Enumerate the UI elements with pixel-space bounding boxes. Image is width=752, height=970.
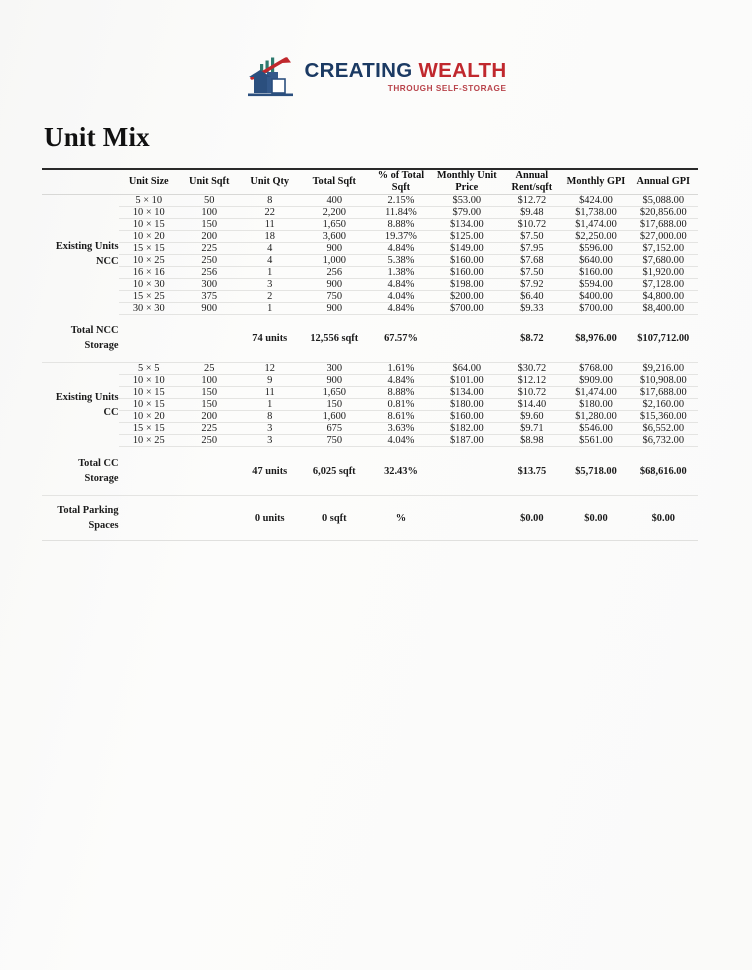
cell-unit-sqft: 250	[179, 254, 239, 266]
cell-total-sqft: 300	[300, 363, 369, 375]
cell-monthly-gpi: $1,474.00	[563, 218, 628, 230]
cell-monthly-gpi: $180.00	[563, 399, 628, 411]
cell-total-sqft: 900	[300, 242, 369, 254]
cell-pct-total-sqft: 11.84%	[369, 206, 434, 218]
cell-unit-sqft: 100	[179, 375, 239, 387]
cell-annual-rent-sqft: $10.72	[500, 218, 563, 230]
cell-unit-sqft: 225	[179, 242, 239, 254]
cell-unit-sqft: 150	[179, 218, 239, 230]
cell-unit-qty: 18	[239, 230, 300, 242]
cell-annual-rent-sqft: $7.50	[500, 266, 563, 278]
cell-unit-size: 30 × 30	[119, 302, 179, 314]
logo-title	[305, 61, 507, 82]
cell-annual-gpi: $5,088.00	[629, 194, 698, 206]
cell-annual-gpi: $7,128.00	[629, 278, 698, 290]
table-row	[42, 266, 698, 278]
cell-monthly-gpi: $400.00	[563, 290, 628, 302]
cell-annual-gpi: $7,680.00	[629, 254, 698, 266]
cell-annual-rent-sqft: $7.95	[500, 242, 563, 254]
cell-unit-size: 10 × 15	[119, 218, 179, 230]
cell-unit-sqft: 225	[179, 423, 239, 435]
cell-monthly-unit-price: $160.00	[433, 411, 500, 423]
cell-pct-total-sqft: 19.37%	[369, 230, 434, 242]
cell-pct-total-sqft: 4.04%	[369, 435, 434, 447]
storage-building-icon	[246, 55, 298, 99]
cell-annual-rent-sqft: $10.72	[500, 387, 563, 399]
group-label: Existing Units NCC	[55, 241, 119, 268]
cell-unit-qty: 8	[239, 194, 300, 206]
cell-monthly-gpi: $8,976.00	[563, 314, 628, 363]
cell-monthly-unit-price: $180.00	[433, 399, 500, 411]
group-label: Existing Units CC	[55, 391, 119, 419]
cell-monthly-unit-price: $53.00	[433, 194, 500, 206]
cell-unit-qty: 22	[239, 206, 300, 218]
cell-annual-gpi: $10,908.00	[629, 375, 698, 387]
cell-total-sqft: 1,600	[300, 411, 369, 423]
cell-annual-gpi: $1,920.00	[629, 266, 698, 278]
cell-unit-size: 15 × 25	[119, 290, 179, 302]
cell-unit-size: 10 × 30	[119, 278, 179, 290]
cell-pct-total-sqft: 4.84%	[369, 278, 434, 290]
cell-unit-sqft: 200	[179, 230, 239, 242]
total-row-label: Total NCC Storage	[42, 314, 119, 363]
cell-total-sqft: 675	[300, 423, 369, 435]
cell-total-sqft: 400	[300, 194, 369, 206]
unit-mix-table	[42, 168, 698, 541]
cell-total-sqft: 1,650	[300, 218, 369, 230]
cell-unit-qty: 12	[239, 363, 300, 375]
table-row	[42, 230, 698, 242]
table-total-row	[42, 314, 698, 363]
cell-unit-size: 10 × 25	[119, 254, 179, 266]
cell-annual-rent-sqft: $12.72	[500, 194, 563, 206]
cell-monthly-gpi: $424.00	[563, 194, 628, 206]
cell-pct-total-sqft: 0.81%	[369, 399, 434, 411]
cell-annual-gpi: $15,360.00	[629, 411, 698, 423]
cell-monthly-gpi: $2,250.00	[563, 230, 628, 242]
cell-total-sqft: 2,200	[300, 206, 369, 218]
cell-pct-total-sqft: %	[369, 495, 434, 540]
cell-annual-gpi: $4,800.00	[629, 290, 698, 302]
cell-annual-gpi: $7,152.00	[629, 242, 698, 254]
cell-monthly-unit-price: $198.00	[433, 278, 500, 290]
cell-total-sqft: 12,556 sqft	[300, 314, 369, 363]
cell-annual-rent-sqft: $13.75	[500, 447, 563, 496]
cell-monthly-unit-price: $134.00	[433, 218, 500, 230]
cell-monthly-unit-price: $187.00	[433, 435, 500, 447]
total-row-label: Total Parking Spaces	[42, 495, 119, 540]
table-row	[42, 218, 698, 230]
cell-unit-qty: 4	[239, 242, 300, 254]
column-header-annual-rent-sqft: Annual Rent/sqft	[500, 169, 563, 194]
cell-total-sqft: 256	[300, 266, 369, 278]
cell-unit-size: 10 × 15	[119, 399, 179, 411]
cell-monthly-unit-price: $700.00	[433, 302, 500, 314]
header-row	[42, 169, 698, 194]
logo-word-creating: CREATING	[304, 59, 413, 83]
cell-annual-rent-sqft: $8.98	[500, 435, 563, 447]
cell-unit-sqft: 100	[179, 206, 239, 218]
cell-unit-qty: 3	[239, 423, 300, 435]
cell-monthly-gpi: $1,280.00	[563, 411, 628, 423]
cell-annual-gpi: $17,688.00	[629, 218, 698, 230]
cell-unit-size: 10 × 10	[119, 375, 179, 387]
cell-annual-gpi: $6,732.00	[629, 435, 698, 447]
table-row	[42, 206, 698, 218]
cell-monthly-unit-price: $79.00	[433, 206, 500, 218]
cell-unit-qty: 0 units	[239, 495, 300, 540]
table-row	[42, 387, 698, 399]
table-row	[42, 435, 698, 447]
column-header-total-sqft: Total Sqft	[300, 169, 369, 194]
cell-pct-total-sqft: 3.63%	[369, 423, 434, 435]
cell-monthly-unit-price: $182.00	[433, 423, 500, 435]
cell-total-sqft: 3,600	[300, 230, 369, 242]
cell-total-sqft: 0 sqft	[300, 495, 369, 540]
cell-annual-rent-sqft: $9.60	[500, 411, 563, 423]
cell-annual-rent-sqft: $6.40	[500, 290, 563, 302]
cell-monthly-unit-price: $149.00	[433, 242, 500, 254]
column-header-unit-sqft: Unit Sqft	[179, 169, 239, 194]
table-row	[42, 411, 698, 423]
cell-pct-total-sqft: 8.88%	[369, 218, 434, 230]
table-row	[42, 194, 698, 206]
cell-monthly-unit-price: $125.00	[433, 230, 500, 242]
cell-monthly-gpi: $640.00	[563, 254, 628, 266]
cell-monthly-gpi: $546.00	[563, 423, 628, 435]
cell-unit-size: 15 × 15	[119, 423, 179, 435]
cell-unit-qty: 1	[239, 302, 300, 314]
cell-monthly-gpi: $1,738.00	[563, 206, 628, 218]
cell-annual-rent-sqft: $7.50	[500, 230, 563, 242]
cell-total-sqft: 900	[300, 278, 369, 290]
cell-monthly-gpi: $160.00	[563, 266, 628, 278]
cell-unit-sqft: 375	[179, 290, 239, 302]
cell-annual-gpi: $0.00	[629, 495, 698, 540]
cell-unit-qty: 74 units	[239, 314, 300, 363]
cell-unit-size: 10 × 20	[119, 230, 179, 242]
cell-monthly-gpi: $700.00	[563, 302, 628, 314]
cell-annual-gpi: $20,856.00	[629, 206, 698, 218]
cell-pct-total-sqft: 67.57%	[369, 314, 434, 363]
cell-annual-gpi: $27,000.00	[629, 230, 698, 242]
cell-monthly-gpi: $596.00	[563, 242, 628, 254]
cell-pct-total-sqft: 4.84%	[369, 242, 434, 254]
cell-annual-rent-sqft: $7.68	[500, 254, 563, 266]
cell-unit-qty: 9	[239, 375, 300, 387]
table-row	[42, 290, 698, 302]
cell-monthly-gpi: $561.00	[563, 435, 628, 447]
cell-unit-qty: 8	[239, 411, 300, 423]
cell-unit-sqft: 25	[179, 363, 239, 375]
cell-unit-size	[119, 447, 179, 496]
cell-total-sqft: 150	[300, 399, 369, 411]
cell-annual-gpi: $68,616.00	[629, 447, 698, 496]
cell-pct-total-sqft: 8.61%	[369, 411, 434, 423]
table-row	[42, 302, 698, 314]
cell-unit-sqft: 900	[179, 302, 239, 314]
total-row-label: Total CC Storage	[42, 447, 119, 496]
cell-annual-gpi: $8,400.00	[629, 302, 698, 314]
brand-logo	[0, 55, 752, 99]
cell-total-sqft: 6,025 sqft	[300, 447, 369, 496]
column-header-annual-gpi: Annual GPI	[629, 169, 698, 194]
cell-annual-rent-sqft: $9.71	[500, 423, 563, 435]
cell-annual-rent-sqft: $8.72	[500, 314, 563, 363]
cell-unit-qty: 1	[239, 266, 300, 278]
cell-annual-rent-sqft: $7.92	[500, 278, 563, 290]
cell-monthly-unit-price: $134.00	[433, 387, 500, 399]
column-header-group	[42, 169, 119, 194]
cell-unit-sqft: 256	[179, 266, 239, 278]
logo-tagline: THROUGH SELF-STORAGE	[387, 83, 507, 93]
cell-total-sqft: 750	[300, 435, 369, 447]
cell-monthly-gpi: $768.00	[563, 363, 628, 375]
column-header-unit-qty: Unit Qty	[239, 169, 300, 194]
column-header-unit-size: Unit Size	[119, 169, 179, 194]
cell-pct-total-sqft: 5.38%	[369, 254, 434, 266]
cell-unit-sqft: 200	[179, 411, 239, 423]
cell-total-sqft: 900	[300, 375, 369, 387]
cell-unit-sqft: 300	[179, 278, 239, 290]
cell-monthly-unit-price: $64.00	[433, 363, 500, 375]
table-row	[42, 363, 698, 375]
unit-mix-table-wrap	[42, 168, 698, 541]
cell-monthly-unit-price: $160.00	[433, 254, 500, 266]
cell-total-sqft: 1,000	[300, 254, 369, 266]
cell-annual-gpi: $2,160.00	[629, 399, 698, 411]
cell-annual-rent-sqft: $12.12	[500, 375, 563, 387]
cell-unit-size: 10 × 20	[119, 411, 179, 423]
cell-pct-total-sqft: 1.38%	[369, 266, 434, 278]
cell-unit-qty: 1	[239, 399, 300, 411]
cell-unit-size: 16 × 16	[119, 266, 179, 278]
table-header	[42, 169, 698, 194]
cell-monthly-unit-price	[433, 495, 500, 540]
cell-monthly-gpi: $594.00	[563, 278, 628, 290]
cell-unit-size	[119, 495, 179, 540]
cell-monthly-unit-price: $200.00	[433, 290, 500, 302]
cell-unit-size: 10 × 10	[119, 206, 179, 218]
page-title: Unit Mix	[44, 122, 150, 152]
cell-monthly-gpi: $5,718.00	[563, 447, 628, 496]
column-header-monthly-unit-price: Monthly Unit Price	[433, 169, 500, 194]
cell-monthly-unit-price	[433, 314, 500, 363]
table-row	[42, 375, 698, 387]
cell-annual-gpi: $17,688.00	[629, 387, 698, 399]
cell-unit-sqft	[179, 314, 239, 363]
cell-unit-size: 5 × 10	[119, 194, 179, 206]
cell-unit-qty: 47 units	[239, 447, 300, 496]
cell-annual-gpi: $6,552.00	[629, 423, 698, 435]
table-row	[42, 242, 698, 254]
cell-annual-rent-sqft: $9.33	[500, 302, 563, 314]
cell-pct-total-sqft: 4.84%	[369, 302, 434, 314]
column-header-monthly-gpi: Monthly GPI	[563, 169, 628, 194]
table-row	[42, 254, 698, 266]
cell-unit-sqft: 250	[179, 435, 239, 447]
cell-unit-qty: 3	[239, 435, 300, 447]
cell-unit-qty: 11	[239, 218, 300, 230]
cell-unit-size: 15 × 15	[119, 242, 179, 254]
cell-unit-size: 10 × 15	[119, 387, 179, 399]
cell-unit-qty: 2	[239, 290, 300, 302]
cell-annual-rent-sqft: $9.48	[500, 206, 563, 218]
cell-pct-total-sqft: 4.84%	[369, 375, 434, 387]
table-row	[42, 399, 698, 411]
cell-monthly-unit-price: $101.00	[433, 375, 500, 387]
cell-unit-size: 10 × 25	[119, 435, 179, 447]
cell-unit-qty: 11	[239, 387, 300, 399]
cell-annual-rent-sqft: $30.72	[500, 363, 563, 375]
logo-word-wealth: WEALTH	[418, 59, 507, 83]
cell-pct-total-sqft: 8.88%	[369, 387, 434, 399]
cell-unit-size	[119, 314, 179, 363]
table-row	[42, 423, 698, 435]
cell-annual-rent-sqft: $14.40	[500, 399, 563, 411]
cell-unit-sqft: 150	[179, 387, 239, 399]
cell-pct-total-sqft: 32.43%	[369, 447, 434, 496]
cell-unit-qty: 3	[239, 278, 300, 290]
cell-monthly-gpi: $0.00	[563, 495, 628, 540]
cell-unit-size: 5 × 5	[119, 363, 179, 375]
cell-annual-gpi: $107,712.00	[629, 314, 698, 363]
cell-unit-sqft	[179, 447, 239, 496]
cell-monthly-gpi: $909.00	[563, 375, 628, 387]
cell-pct-total-sqft: 4.04%	[369, 290, 434, 302]
cell-monthly-unit-price	[433, 447, 500, 496]
table-row	[42, 278, 698, 290]
table-total-row-parking	[42, 495, 698, 540]
cell-pct-total-sqft: 2.15%	[369, 194, 434, 206]
cell-unit-sqft	[179, 495, 239, 540]
cell-monthly-gpi: $1,474.00	[563, 387, 628, 399]
column-header-pct-total-sqft: % of Total Sqft	[369, 169, 434, 194]
table-total-row	[42, 447, 698, 496]
cell-unit-qty: 4	[239, 254, 300, 266]
cell-unit-sqft: 150	[179, 399, 239, 411]
cell-annual-gpi: $9,216.00	[629, 363, 698, 375]
cell-unit-sqft: 50	[179, 194, 239, 206]
cell-monthly-unit-price: $160.00	[433, 266, 500, 278]
table-body	[42, 194, 698, 540]
cell-total-sqft: 1,650	[300, 387, 369, 399]
cell-annual-rent-sqft: $0.00	[500, 495, 563, 540]
cell-total-sqft: 900	[300, 302, 369, 314]
cell-pct-total-sqft: 1.61%	[369, 363, 434, 375]
cell-total-sqft: 750	[300, 290, 369, 302]
